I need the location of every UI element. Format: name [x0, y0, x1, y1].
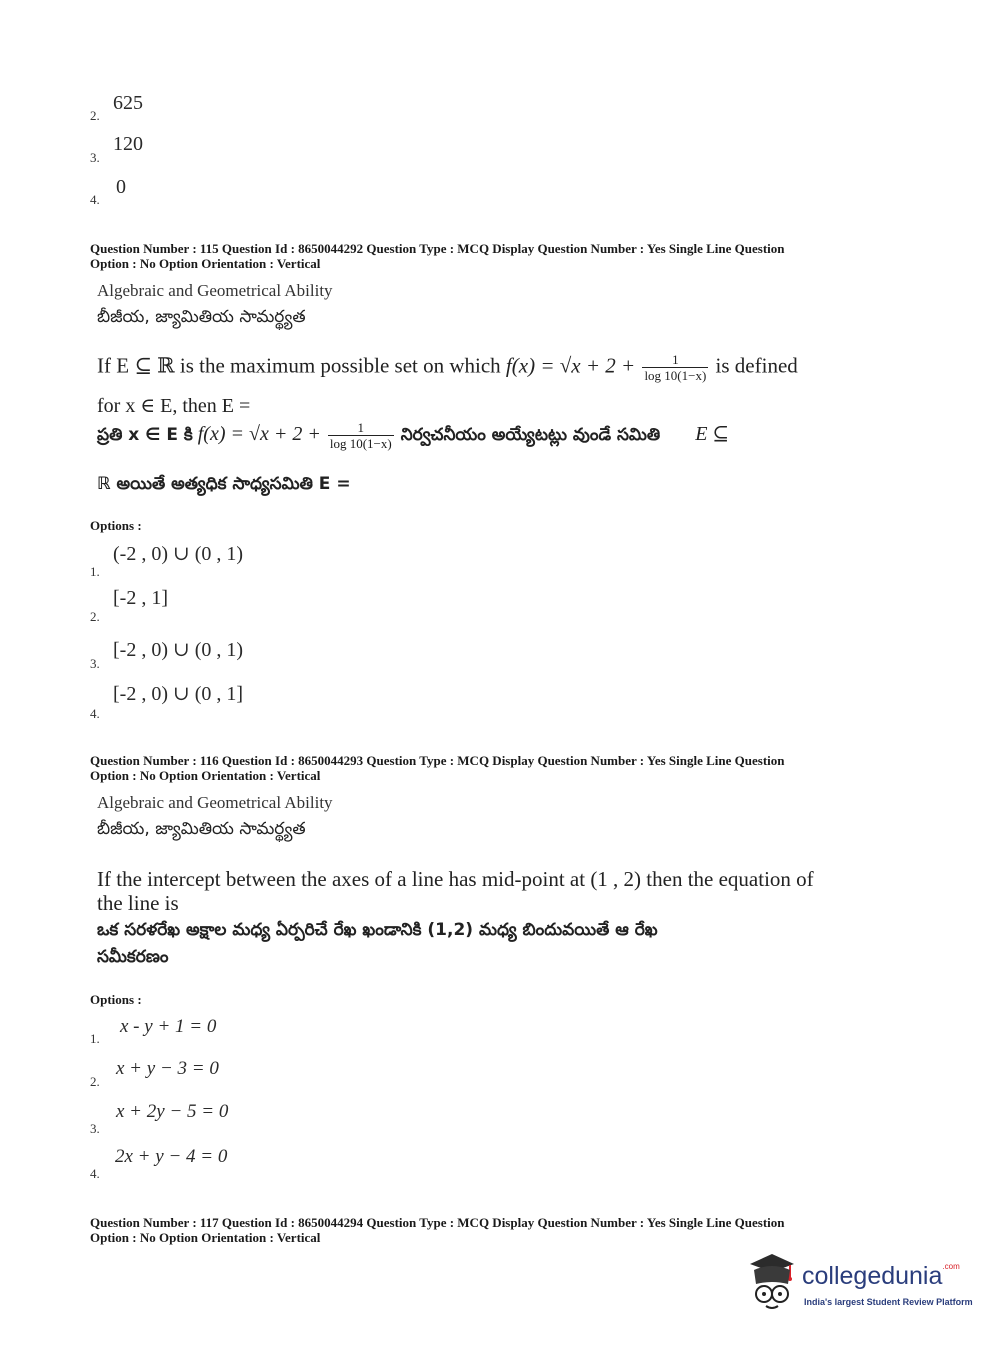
q115-te-frac-den: log 10(1−x) [329, 436, 392, 451]
q115-option-num-1: 1. [90, 564, 100, 579]
q115-en-part2: is defined [715, 353, 798, 378]
q115-options-label: Options : [90, 518, 142, 533]
q115-option-value-1[interactable]: (-2 , 0) ∪ (0 , 1) [113, 543, 244, 565]
q116-option-value-4[interactable]: 2x + y − 4 = 0 [115, 1146, 228, 1167]
q115-meta-line2: Option : No Option Orientation : Vertical [90, 256, 321, 271]
q116-subject-en: Algebraic and Geometrical Ability [97, 793, 333, 812]
q115-option-num-4: 4. [90, 706, 100, 721]
logo-tagline: India's largest Student Review Platform [804, 1297, 973, 1307]
q116-option-value-1[interactable]: x - y + 1 = 0 [120, 1016, 217, 1037]
prev-option-value-3: 120 [113, 133, 143, 155]
q115-en-fraction [642, 352, 708, 383]
q115-option-value-2[interactable]: [-2 , 1] [113, 587, 168, 609]
q115-subject-en: Algebraic and Geometrical Ability [97, 281, 333, 300]
q116-question-te-line2: సమీకరణం [97, 947, 169, 967]
q116-option-num-2: 2. [90, 1074, 100, 1089]
collegedunia-logo[interactable] [742, 1250, 972, 1316]
q115-te-set: E ⊆ [695, 423, 730, 446]
q117-meta [90, 1215, 890, 1245]
q116-meta [90, 753, 890, 783]
q115-en-frac-den: log 10(1−x) [644, 368, 707, 383]
q115-meta-line1: Question Number : 115 Question Id : 8650044292 Question Type : MCQ Display Question Number : Yes Single Line Question [90, 241, 785, 256]
prev-option-value-4: 0 [116, 176, 126, 198]
q115-question-te-line2: ℝ అయితే అత్యధిక సాధ్యసమితి E = [97, 474, 351, 494]
mascot-icon [742, 1250, 800, 1312]
q115-option-num-3: 3. [90, 656, 100, 671]
q115-te-fx: f(x) = √x + 2 + [197, 423, 321, 446]
q115-te-fraction [328, 420, 394, 451]
q116-subject-te: బీజీయ, జ్యామితియ సామర్థ్యత [97, 819, 306, 839]
logo-suffix: .com [942, 1262, 960, 1271]
q116-meta-line2: Option : No Option Orientation : Vertical [90, 768, 321, 783]
q117-meta-line1: Question Number : 117 Question Id : 8650044294 Question Type : MCQ Display Question Number : Yes Single Line Question [90, 1215, 785, 1230]
q115-option-value-3[interactable]: [-2 , 0) ∪ (0 , 1) [113, 639, 244, 661]
prev-option-value-2: 625 [113, 92, 143, 114]
q115-te-frac-num: 1 [328, 420, 394, 436]
q115-te-part2: నిర్వచనీయం అయ్యేటట్లు వుండే సమితి [400, 425, 661, 446]
q116-option-num-3: 3. [90, 1121, 100, 1136]
q115-en-part1: If E ⊆ ℝ is the maximum possible set on which [97, 353, 501, 378]
prev-option-num-2: 2. [90, 108, 100, 123]
q115-meta [90, 241, 890, 271]
q116-question-en-line2: the line is [97, 891, 179, 915]
prev-option-num-3: 3. [90, 150, 100, 165]
q115-te-prefix: ప్రతి x ∈ E కి [97, 425, 193, 446]
q116-option-num-1: 1. [90, 1031, 100, 1046]
q116-question-en-line1: If the intercept between the axes of a line has mid-point at (1 , 2) then the equation of [97, 867, 814, 891]
q117-meta-line2: Option : No Option Orientation : Vertical [90, 1230, 321, 1245]
q115-subject-te: బీజీయ, జ్యామితియ సామర్థ్యత [97, 307, 306, 327]
q115-option-num-2: 2. [90, 609, 100, 624]
q116-option-value-3[interactable]: x + 2y − 5 = 0 [116, 1101, 229, 1122]
q115-en-fx: f(x) = √x + 2 + [505, 353, 636, 378]
q116-option-value-2[interactable]: x + y − 3 = 0 [116, 1058, 219, 1079]
q116-options-label: Options : [90, 992, 142, 1007]
q116-meta-line1: Question Number : 116 Question Id : 8650044293 Question Type : MCQ Display Question Number : Yes Single Line Question [90, 753, 785, 768]
q115-option-value-4[interactable]: [-2 , 0) ∪ (0 , 1] [113, 683, 244, 705]
q115-question-en-line1 [97, 352, 798, 383]
q116-option-num-4: 4. [90, 1166, 100, 1181]
q115-question-te-line1 [97, 420, 729, 451]
q115-question-en-line2: for x ∈ E, then E = [97, 395, 251, 417]
prev-option-num-4: 4. [90, 192, 100, 207]
q116-question-te-line1: ఒక సరళరేఖ అక్షాల మధ్య ఏర్పరిచే రేఖ ఖండానికి (1,2) మధ్య బిందువయితే ఆ రేఖ [97, 920, 658, 940]
q115-en-frac-num: 1 [642, 352, 708, 368]
logo-name: collegedunia [802, 1262, 943, 1290]
